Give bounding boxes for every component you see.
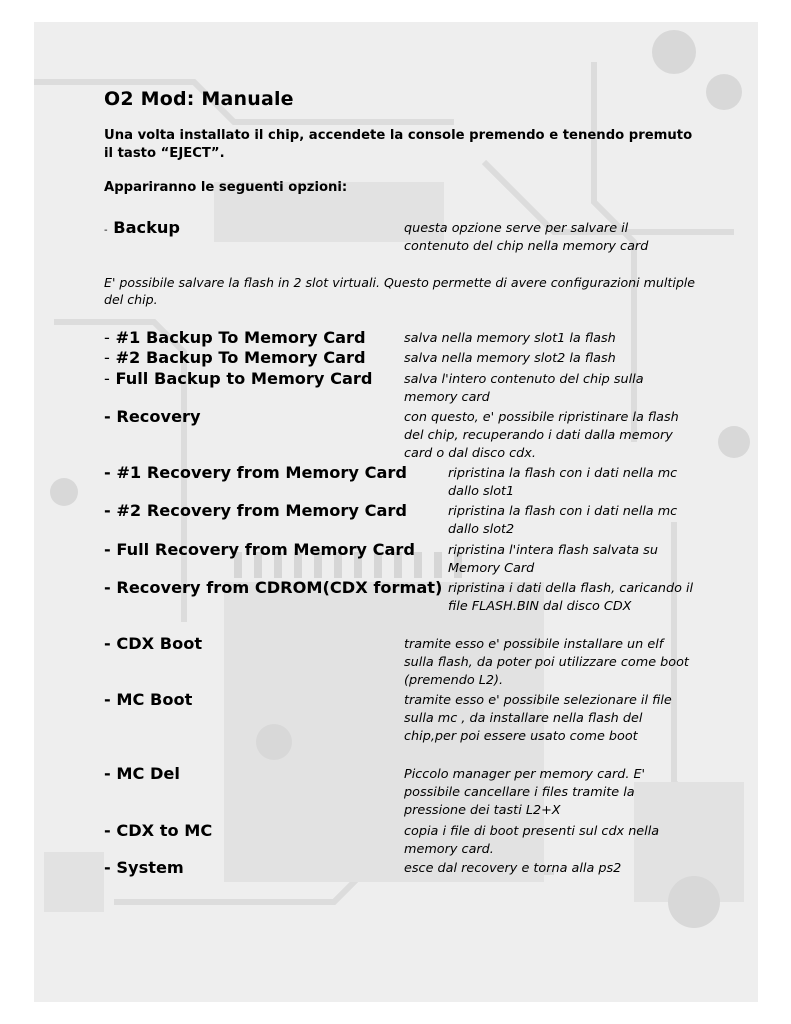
option-description: ripristina la flash con i dati nella mc dallo slot1 [448, 466, 678, 499]
option-description: tramite esso e' possibile installare un elf sulla flash, da poter poi utilizzare come boot (premendo L2). [404, 637, 689, 688]
option-label: #2 Backup To Memory Card [115, 348, 366, 367]
option-description: ripristina l'intera flash salvata su Memory Card [448, 543, 658, 576]
option-description: salva l'intero contenuto del chip sulla memory card [404, 372, 644, 405]
option-label: Backup [113, 218, 180, 237]
option-label: Recovery [116, 407, 201, 426]
option-label: CDX to MC [116, 821, 213, 840]
option-description: salva nella memory slot1 la flash [404, 331, 616, 346]
option-description: esce dal recovery e torna alla ps2 [404, 861, 622, 876]
option-description: con questo, e' possibile ripristinare la flash del chip, recuperando i dati dalla memory card o dal disco cdx. [404, 410, 679, 461]
option-label: MC Boot [116, 690, 193, 709]
option-label: System [116, 858, 184, 877]
option-label: Full Backup to Memory Card [115, 369, 373, 388]
manual-page: O2 Mod: Manuale Una volta installato il chip, accendete la console premendo e tenendo premuto il tasto “EJECT”. Appariranno le seguenti opzioni: - Backup questa opzione serve per salvare il contenuto del chip nella memory card E' possibile salvare la flash in 2 slot virtuali. Questo permette di avere configurazioni multiple del chip. - #1 Backup To Memory Card salva nella memory slot1 la flash - #2 Backup To Memory Card salva nella memory slot2 la flash - Full Backup to Memory Card salva l'intero contenuto del chip sulla memory card - Recovery con questo, e' possibile ripristinare la flash del chip, recuperando i dati dalla memory card o dal disco cdx. - #1 Recovery from Memory Card ripristina la flash con i dati nella mc dallo slot1 - #2 Recovery from Memory Card ripristina la flash con i dati nella mc dallo slot2 - Full Recovery from Memory Card ripristina l'intera flash salvata su Memory Card - Recovery from CDROM(CDX format) ripristina i dati della flash, caricando il file FLASH.BIN dal disco CDX - CDX Boot tramite esso e' possibile installare un elf sulla flash, da poter poi utilizzare come boot (premendo L2). - MC Boot tramite esso e' possibile selezionare il file sulla mc , da installare nella flash del chip,per poi essere usato come boot - MC Del Piccolo manager per memory card. E' possibile cancellare i files tramite la pressione dei tasti L2+X - CDX to MC copia i file di boot presenti sul cdx nella memory card. - System esce dal recovery e torna alla ps2 [0, 0, 791, 1024]
intro-paragraph: Una volta installato il chip, accendete la console premendo e tenendo premuto il tasto “EJECT”. [104, 128, 693, 161]
option-description: ripristina la flash con i dati nella mc dallo slot2 [448, 504, 678, 537]
page-title: O2 Mod: Manuale [104, 88, 294, 110]
slot-note: E' possibile salvare la flash in 2 slot virtuali. Questo permette di avere configurazioni multiple del chip. [104, 275, 696, 307]
option-description: ripristina i dati della flash, caricando il file FLASH.BIN dal disco CDX [448, 581, 694, 614]
option-label: #1 Recovery from Memory Card [116, 463, 407, 482]
option-description: Piccolo manager per memory card. E' possibile cancellare i files tramite la pressione dei tasti L2+X [404, 767, 646, 818]
option-label: #2 Recovery from Memory Card [116, 501, 407, 520]
option-description: salva nella memory slot2 la flash [404, 351, 616, 366]
options-heading: Appariranno le seguenti opzioni: [104, 180, 348, 195]
option-label: CDX Boot [116, 634, 203, 653]
option-label: MC Del [116, 764, 180, 783]
option-label: #1 Backup To Memory Card [115, 328, 366, 347]
option-description: questa opzione serve per salvare il contenuto del chip nella memory card [404, 221, 649, 254]
option-dash: - [104, 225, 108, 236]
option-label: Full Recovery from Memory Card [116, 540, 415, 559]
option-description: tramite esso e' possibile selezionare il file sulla mc , da installare nella flash del chip,per poi essere usato come boot [404, 693, 672, 744]
option-description: copia i file di boot presenti sul cdx nella memory card. [404, 824, 660, 857]
option-label: Recovery from CDROM(CDX format) [116, 578, 443, 597]
